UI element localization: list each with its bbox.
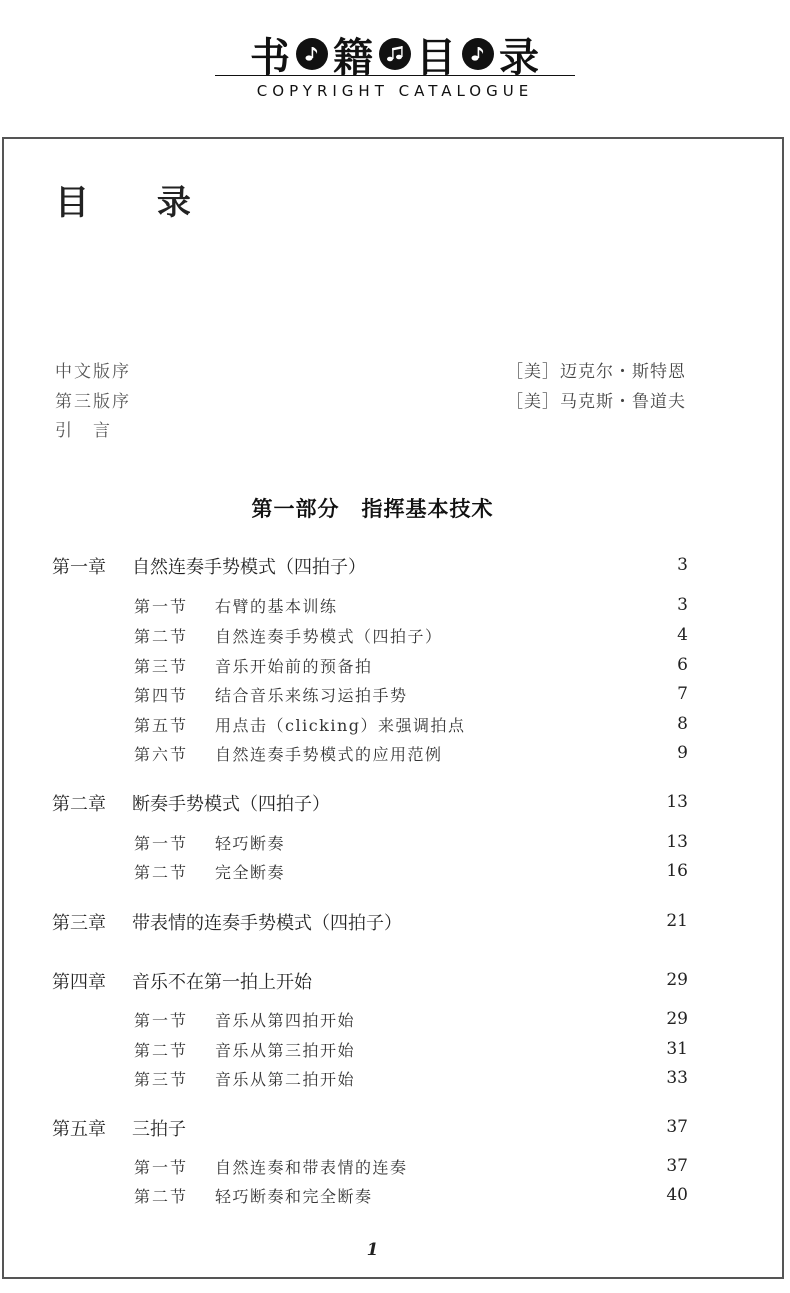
section-page: 7 (677, 684, 688, 704)
section-title: 完全断奏 (215, 863, 286, 882)
section-row (134, 1067, 688, 1091)
chapter-page: 21 (666, 911, 688, 931)
part-title: 第一部分 指挥基本技术 (251, 496, 494, 521)
chapter-number: 第一章 (52, 557, 106, 578)
banner-char: 目 (416, 34, 457, 81)
section-row (134, 1184, 688, 1208)
section-title: 自然连奏手势模式的应用范例 (215, 745, 443, 764)
section-number: 第三节 (134, 657, 189, 676)
eighth-note-icon (462, 38, 494, 70)
section-row (134, 860, 688, 884)
chapter-row (52, 1115, 688, 1141)
section-page: 16 (666, 861, 688, 881)
section-page: 13 (666, 832, 688, 852)
section-number: 第二节 (134, 1041, 189, 1060)
chapter-title: 三拍子 (132, 1119, 186, 1140)
front-matter-author: ［美］马克斯・鲁道夫 (506, 392, 686, 412)
eighth-note-icon (296, 38, 328, 70)
chapter-row (52, 790, 688, 816)
front-matter-author: ［美］迈克尔・斯特恩 (506, 362, 686, 382)
section-title: 结合音乐来练习运拍手势 (215, 686, 408, 705)
section-page: 40 (666, 1185, 688, 1205)
section-page: 9 (677, 743, 688, 763)
chapter-page: 13 (666, 792, 688, 812)
section-row (134, 742, 688, 766)
catalogue-banner (0, 0, 790, 115)
section-row (134, 654, 688, 678)
section-page: 4 (677, 625, 688, 645)
section-number: 第一节 (134, 834, 189, 853)
chapter-title: 音乐不在第一拍上开始 (132, 972, 312, 993)
toc-heading: 目 录 (55, 183, 219, 223)
beamed-notes-icon (379, 38, 411, 70)
banner-char: 录 (499, 34, 540, 81)
section-title: 轻巧断奏和完全断奏 (215, 1187, 373, 1206)
front-matter-label: 中文版序 (55, 362, 131, 382)
section-title: 音乐从第四拍开始 (215, 1011, 356, 1030)
banner-char: 籍 (333, 34, 374, 81)
section-number: 第二节 (134, 1187, 189, 1206)
page-frame (2, 137, 784, 1279)
section-title: 用点击（clicking）来强调拍点 (215, 716, 466, 735)
section-number: 第三节 (134, 1070, 189, 1089)
section-number: 第四节 (134, 686, 189, 705)
chapter-page: 37 (666, 1117, 688, 1137)
section-page: 37 (666, 1156, 688, 1176)
section-title: 音乐开始前的预备拍 (215, 657, 373, 676)
section-number: 第六节 (134, 745, 189, 764)
chapter-title: 自然连奏手势模式（四拍子） (132, 557, 366, 578)
section-number: 第二节 (134, 863, 189, 882)
section-row (134, 624, 688, 648)
section-row (134, 831, 688, 855)
section-row (134, 1155, 688, 1179)
section-page: 29 (666, 1009, 688, 1029)
section-page: 3 (677, 595, 688, 615)
front-matter-label: 引 言 (55, 421, 112, 441)
section-row (134, 1008, 688, 1032)
chapter-number: 第二章 (52, 794, 106, 815)
section-page: 8 (677, 714, 688, 734)
section-row (134, 1038, 688, 1062)
section-title: 自然连奏和带表情的连奏 (215, 1158, 408, 1177)
section-title: 右臂的基本训练 (215, 597, 338, 616)
section-title: 轻巧断奏 (215, 834, 286, 853)
section-number: 第一节 (134, 1011, 189, 1030)
page-number: 1 (366, 1240, 379, 1260)
section-title: 音乐从第三拍开始 (215, 1041, 356, 1060)
chapter-number: 第三章 (52, 913, 106, 934)
section-title: 音乐从第二拍开始 (215, 1070, 356, 1089)
section-number: 第五节 (134, 716, 189, 735)
chapter-page: 3 (677, 555, 688, 575)
front-matter-label: 第三版序 (55, 392, 131, 412)
section-page: 33 (666, 1068, 688, 1088)
banner-subtitle: COPYRIGHT CATALOGUE (256, 82, 534, 100)
section-number: 第二节 (134, 627, 189, 646)
chapter-row (52, 909, 688, 935)
chapter-title: 带表情的连奏手势模式（四拍子） (132, 913, 402, 934)
section-number: 第一节 (134, 597, 189, 616)
chapter-number: 第四章 (52, 972, 106, 993)
banner-rule (215, 75, 575, 76)
section-page: 31 (666, 1039, 688, 1059)
section-number: 第一节 (134, 1158, 189, 1177)
chapter-title: 断奏手势模式（四拍子） (132, 794, 330, 815)
section-page: 6 (677, 655, 688, 675)
section-row (134, 594, 688, 618)
chapter-row (52, 553, 688, 579)
banner-char: 书 (250, 34, 291, 81)
section-title: 自然连奏手势模式（四拍子） (215, 627, 443, 646)
chapter-page: 29 (666, 970, 688, 990)
section-row (134, 683, 688, 707)
banner-title (0, 30, 790, 81)
section-row (134, 713, 688, 737)
chapter-number: 第五章 (52, 1119, 106, 1140)
chapter-row (52, 968, 688, 994)
